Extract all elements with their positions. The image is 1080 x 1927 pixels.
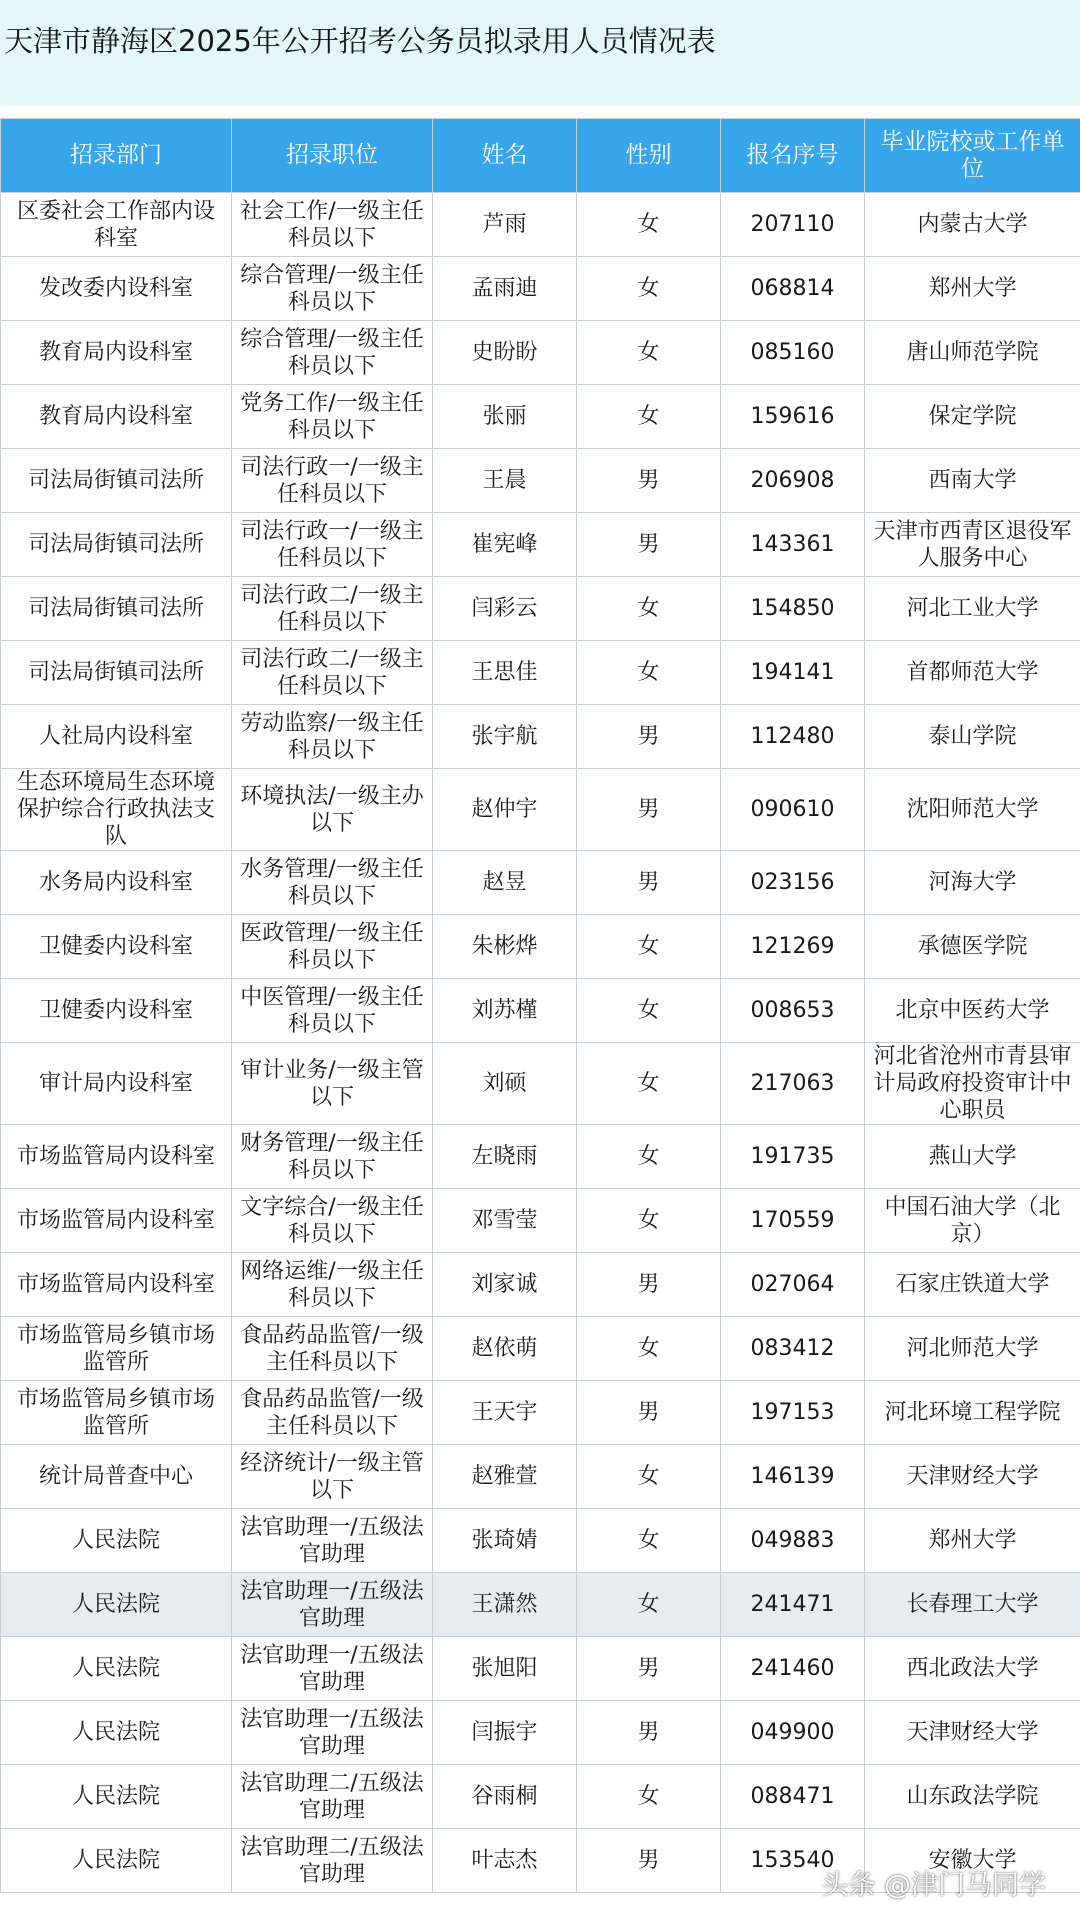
cell-gender: 女	[577, 641, 721, 705]
cell-gender: 男	[577, 1701, 721, 1765]
cell-school: 北京中医药大学	[865, 979, 1080, 1043]
page-title: 天津市静海区2025年公开招考公务员拟录用人员情况表	[4, 24, 716, 58]
cell-dept: 教育局内设科室	[1, 321, 232, 385]
cell-school: 内蒙古大学	[865, 193, 1080, 257]
cell-school: 西北政法大学	[865, 1637, 1080, 1701]
cell-school: 安徽大学	[865, 1829, 1080, 1893]
cell-name: 张琦婧	[433, 1509, 577, 1573]
cell-id: 083412	[721, 1317, 865, 1381]
table-row	[1, 257, 1080, 321]
cell-name: 谷雨桐	[433, 1765, 577, 1829]
cell-id: 090610	[721, 769, 865, 851]
cell-gender: 女	[577, 1765, 721, 1829]
cell-name: 王潇然	[433, 1573, 577, 1637]
cell-school: 郑州大学	[865, 1509, 1080, 1573]
table-row	[1, 577, 1080, 641]
cell-school: 保定学院	[865, 385, 1080, 449]
cell-post: 中医管理/一级主任科员以下	[232, 979, 433, 1043]
table-row	[1, 915, 1080, 979]
cell-name: 孟雨迪	[433, 257, 577, 321]
cell-name: 史盼盼	[433, 321, 577, 385]
cell-name: 王思佳	[433, 641, 577, 705]
cell-school: 燕山大学	[865, 1125, 1080, 1189]
table-row	[1, 979, 1080, 1043]
cell-gender: 女	[577, 979, 721, 1043]
cell-school: 长春理工大学	[865, 1573, 1080, 1637]
cell-dept: 人民法院	[1, 1573, 232, 1637]
table-row	[1, 851, 1080, 915]
cell-dept: 市场监管局内设科室	[1, 1189, 232, 1253]
cell-id: 170559	[721, 1189, 865, 1253]
cell-school: 河北工业大学	[865, 577, 1080, 641]
cell-gender: 男	[577, 1381, 721, 1445]
cell-id: 206908	[721, 449, 865, 513]
cell-name: 王天宇	[433, 1381, 577, 1445]
cell-gender: 男	[577, 705, 721, 769]
cell-dept: 市场监管局内设科室	[1, 1253, 232, 1317]
cell-name: 崔宪峰	[433, 513, 577, 577]
cell-post: 法官助理二/五级法官助理	[232, 1765, 433, 1829]
cell-dept: 发改委内设科室	[1, 257, 232, 321]
cell-dept: 司法局街镇司法所	[1, 449, 232, 513]
cell-gender: 女	[577, 193, 721, 257]
cell-id: 143361	[721, 513, 865, 577]
cell-id: 121269	[721, 915, 865, 979]
cell-gender: 男	[577, 513, 721, 577]
cell-post: 社会工作/一级主任科员以下	[232, 193, 433, 257]
cell-dept: 统计局普查中心	[1, 1445, 232, 1509]
col-header-gender: 性别	[577, 119, 721, 193]
cell-school: 石家庄铁道大学	[865, 1253, 1080, 1317]
table-row	[1, 1189, 1080, 1253]
cell-dept: 卫健委内设科室	[1, 915, 232, 979]
cell-dept: 司法局街镇司法所	[1, 577, 232, 641]
cell-post: 劳动监察/一级主任科员以下	[232, 705, 433, 769]
cell-gender: 女	[577, 1573, 721, 1637]
watermark: 头条 @津门马同学	[821, 1870, 1046, 1901]
cell-name: 赵昱	[433, 851, 577, 915]
cell-id: 154850	[721, 577, 865, 641]
col-header-name: 姓名	[433, 119, 577, 193]
cell-id: 197153	[721, 1381, 865, 1445]
cell-school: 郑州大学	[865, 257, 1080, 321]
cell-dept: 审计局内设科室	[1, 1043, 232, 1125]
cell-id: 146139	[721, 1445, 865, 1509]
cell-post: 司法行政二/一级主任科员以下	[232, 577, 433, 641]
cell-gender: 女	[577, 1509, 721, 1573]
cell-post: 法官助理一/五级法官助理	[232, 1701, 433, 1765]
cell-school: 河海大学	[865, 851, 1080, 915]
cell-post: 党务工作/一级主任科员以下	[232, 385, 433, 449]
cell-id: 217063	[721, 1043, 865, 1125]
cell-name: 叶志杰	[433, 1829, 577, 1893]
cell-name: 邓雪莹	[433, 1189, 577, 1253]
cell-id: 023156	[721, 851, 865, 915]
cell-dept: 卫健委内设科室	[1, 979, 232, 1043]
table-row	[1, 641, 1080, 705]
cell-name: 刘家诚	[433, 1253, 577, 1317]
cell-id: 085160	[721, 321, 865, 385]
cell-name: 刘苏槿	[433, 979, 577, 1043]
cell-post: 环境执法/一级主办以下	[232, 769, 433, 851]
table-row	[1, 1381, 1080, 1445]
cell-id: 068814	[721, 257, 865, 321]
cell-post: 文字综合/一级主任科员以下	[232, 1189, 433, 1253]
cell-post: 法官助理一/五级法官助理	[232, 1637, 433, 1701]
cell-dept: 人民法院	[1, 1637, 232, 1701]
cell-gender: 女	[577, 321, 721, 385]
cell-gender: 男	[577, 851, 721, 915]
table-row	[1, 1509, 1080, 1573]
cell-dept: 人民法院	[1, 1701, 232, 1765]
cell-name: 朱彬烨	[433, 915, 577, 979]
table-header-row	[1, 119, 1080, 193]
cell-name: 左晓雨	[433, 1125, 577, 1189]
table-row	[1, 705, 1080, 769]
cell-post: 法官助理一/五级法官助理	[232, 1573, 433, 1637]
cell-post: 司法行政一/一级主任科员以下	[232, 513, 433, 577]
cell-id: 159616	[721, 385, 865, 449]
cell-name: 闫振宇	[433, 1701, 577, 1765]
cell-school: 西南大学	[865, 449, 1080, 513]
cell-gender: 女	[577, 1125, 721, 1189]
cell-post: 水务管理/一级主任科员以下	[232, 851, 433, 915]
cell-gender: 男	[577, 449, 721, 513]
cell-dept: 市场监管局乡镇市场监管所	[1, 1381, 232, 1445]
cell-id: 088471	[721, 1765, 865, 1829]
cell-post: 食品药品监管/一级主任科员以下	[232, 1317, 433, 1381]
table-row	[1, 769, 1080, 851]
cell-school: 首都师范大学	[865, 641, 1080, 705]
cell-id: 241460	[721, 1637, 865, 1701]
title-bar	[0, 0, 1080, 106]
cell-gender: 女	[577, 257, 721, 321]
cell-dept: 教育局内设科室	[1, 385, 232, 449]
cell-post: 审计业务/一级主管以下	[232, 1043, 433, 1125]
cell-dept: 区委社会工作部内设科室	[1, 193, 232, 257]
cell-gender: 女	[577, 577, 721, 641]
cell-gender: 女	[577, 385, 721, 449]
cell-id: 008653	[721, 979, 865, 1043]
col-header-dept: 招录部门	[1, 119, 232, 193]
cell-dept: 人民法院	[1, 1509, 232, 1573]
cell-gender: 男	[577, 769, 721, 851]
cell-gender: 女	[577, 1189, 721, 1253]
col-header-post: 招录职位	[232, 119, 433, 193]
cell-post: 综合管理/一级主任科员以下	[232, 257, 433, 321]
cell-school: 中国石油大学（北京）	[865, 1189, 1080, 1253]
cell-gender: 女	[577, 1043, 721, 1125]
table-row	[1, 449, 1080, 513]
cell-school: 天津财经大学	[865, 1701, 1080, 1765]
cell-school: 唐山师范学院	[865, 321, 1080, 385]
cell-school: 河北师范大学	[865, 1317, 1080, 1381]
cell-post: 医政管理/一级主任科员以下	[232, 915, 433, 979]
cell-school: 天津财经大学	[865, 1445, 1080, 1509]
cell-id: 191735	[721, 1125, 865, 1189]
cell-name: 刘硕	[433, 1043, 577, 1125]
cell-post: 食品药品监管/一级主任科员以下	[232, 1381, 433, 1445]
cell-post: 司法行政一/一级主任科员以下	[232, 449, 433, 513]
cell-school: 泰山学院	[865, 705, 1080, 769]
cell-school: 河北省沧州市青县审计局政府投资审计中心职员	[865, 1043, 1080, 1125]
cell-id: 241471	[721, 1573, 865, 1637]
cell-gender: 男	[577, 1637, 721, 1701]
table-row	[1, 1317, 1080, 1381]
cell-name: 王晨	[433, 449, 577, 513]
cell-post: 综合管理/一级主任科员以下	[232, 321, 433, 385]
table-row	[1, 1573, 1080, 1637]
table-row	[1, 1125, 1080, 1189]
cell-name: 赵仲宇	[433, 769, 577, 851]
cell-dept: 人社局内设科室	[1, 705, 232, 769]
cell-school: 承德医学院	[865, 915, 1080, 979]
cell-name: 张宇航	[433, 705, 577, 769]
table-row	[1, 1637, 1080, 1701]
cell-id: 194141	[721, 641, 865, 705]
cell-school: 河北环境工程学院	[865, 1381, 1080, 1445]
table-row	[1, 321, 1080, 385]
table-row	[1, 1765, 1080, 1829]
table-row	[1, 1253, 1080, 1317]
cell-name: 张丽	[433, 385, 577, 449]
cell-name: 赵雅萱	[433, 1445, 577, 1509]
cell-id: 049883	[721, 1509, 865, 1573]
table-body	[1, 193, 1080, 1893]
cell-dept: 人民法院	[1, 1829, 232, 1893]
table-row	[1, 1043, 1080, 1125]
cell-gender: 女	[577, 1445, 721, 1509]
cell-post: 法官助理一/五级法官助理	[232, 1509, 433, 1573]
cell-school: 山东政法学院	[865, 1765, 1080, 1829]
cell-dept: 司法局街镇司法所	[1, 513, 232, 577]
cell-id: 153540	[721, 1829, 865, 1893]
cell-gender: 女	[577, 915, 721, 979]
cell-post: 网络运维/一级主任科员以下	[232, 1253, 433, 1317]
cell-id: 112480	[721, 705, 865, 769]
recruitment-table	[0, 118, 1080, 1893]
cell-id: 207110	[721, 193, 865, 257]
cell-name: 张旭阳	[433, 1637, 577, 1701]
cell-name: 芦雨	[433, 193, 577, 257]
cell-gender: 男	[577, 1253, 721, 1317]
table-row	[1, 1701, 1080, 1765]
cell-gender: 男	[577, 1829, 721, 1893]
cell-dept: 水务局内设科室	[1, 851, 232, 915]
table-row	[1, 1445, 1080, 1509]
cell-post: 法官助理二/五级法官助理	[232, 1829, 433, 1893]
cell-dept: 市场监管局内设科室	[1, 1125, 232, 1189]
cell-id: 049900	[721, 1701, 865, 1765]
cell-dept: 生态环境局生态环境保护综合行政执法支队	[1, 769, 232, 851]
table-row	[1, 513, 1080, 577]
table-row	[1, 385, 1080, 449]
cell-dept: 人民法院	[1, 1765, 232, 1829]
col-header-school: 毕业院校或工作单位	[865, 119, 1080, 193]
cell-post: 财务管理/一级主任科员以下	[232, 1125, 433, 1189]
col-header-id: 报名序号	[721, 119, 865, 193]
cell-id: 027064	[721, 1253, 865, 1317]
cell-name: 闫彩云	[433, 577, 577, 641]
cell-name: 赵依萌	[433, 1317, 577, 1381]
table-row	[1, 193, 1080, 257]
cell-dept: 市场监管局乡镇市场监管所	[1, 1317, 232, 1381]
cell-post: 经济统计/一级主管以下	[232, 1445, 433, 1509]
cell-school: 沈阳师范大学	[865, 769, 1080, 851]
cell-post: 司法行政二/一级主任科员以下	[232, 641, 433, 705]
cell-dept: 司法局街镇司法所	[1, 641, 232, 705]
cell-gender: 女	[577, 1317, 721, 1381]
cell-school: 天津市西青区退役军人服务中心	[865, 513, 1080, 577]
